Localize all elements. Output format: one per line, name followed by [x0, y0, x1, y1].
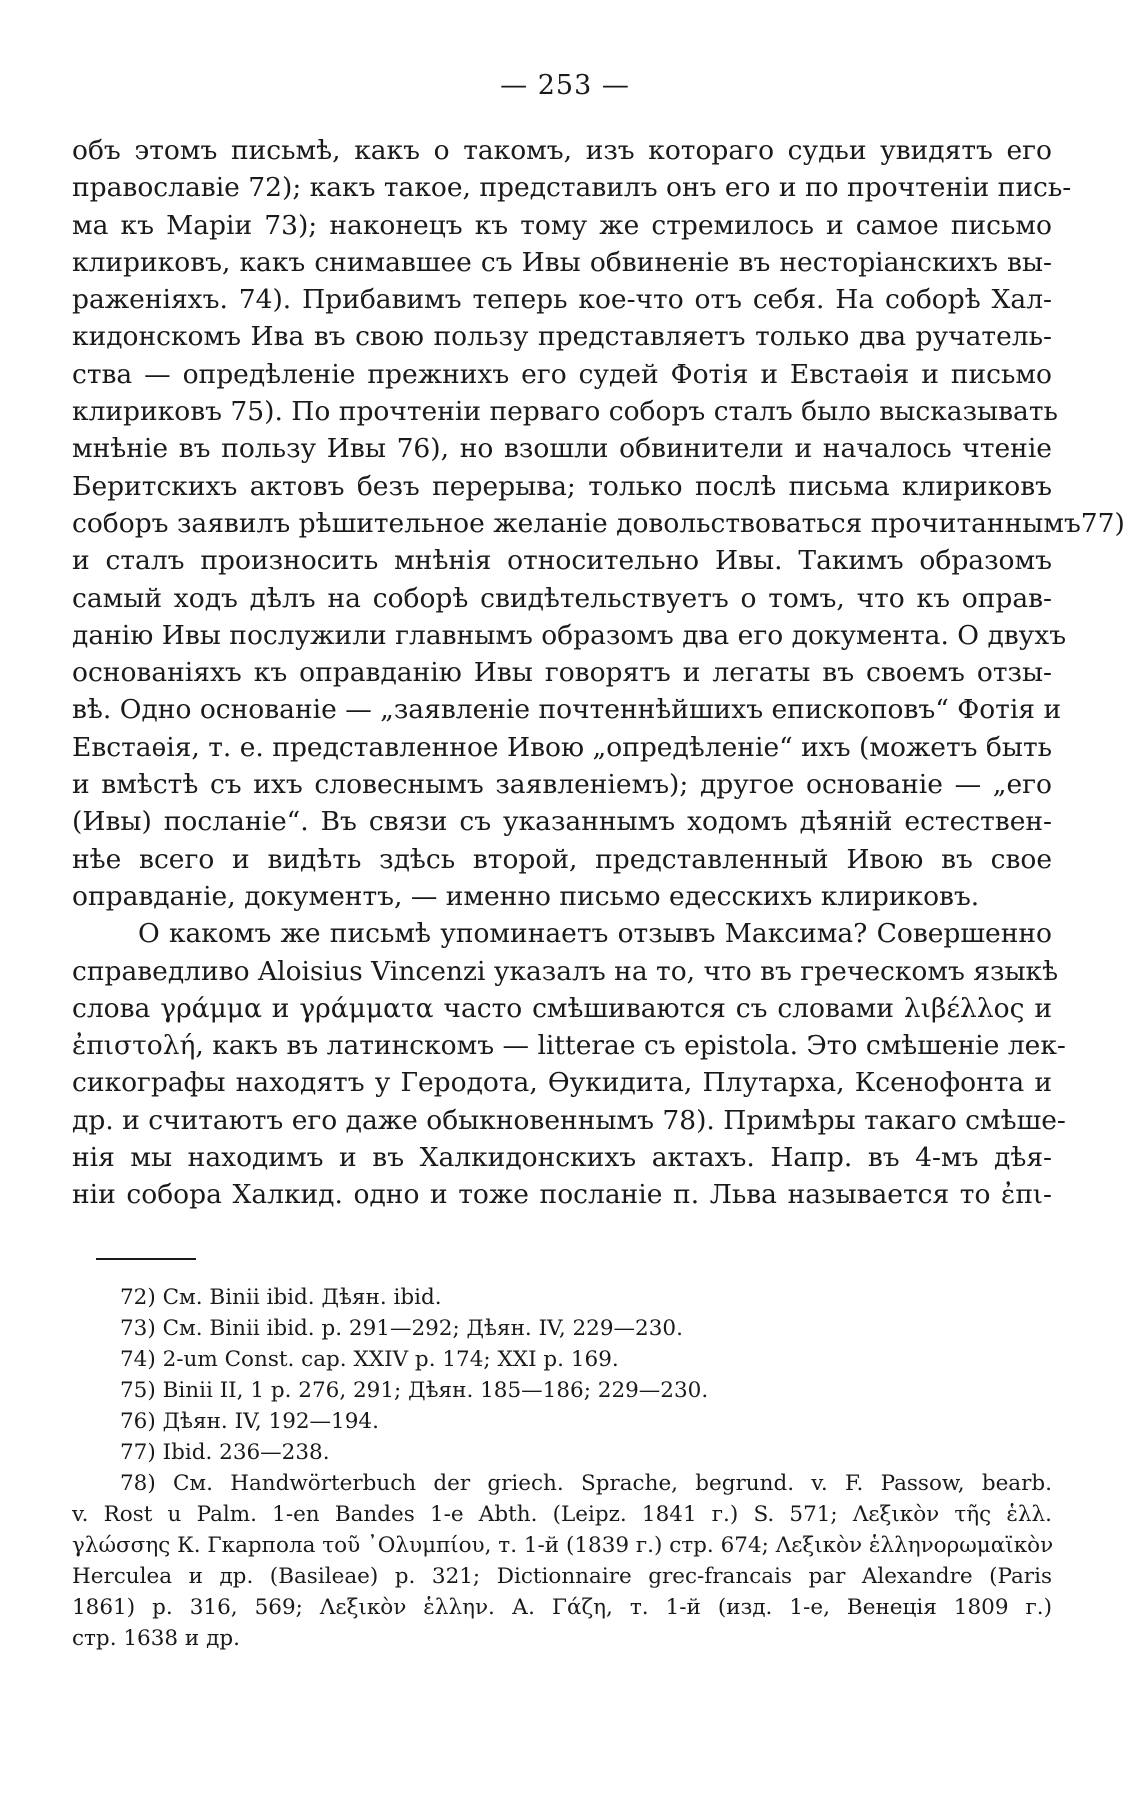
text-line: соборъ заявилъ рѣшительное желаніе довольствоваться прочитаннымъ77) [72, 507, 1125, 539]
footnote-line: 74) 2-um Const. cap. XXIV p. 174; XXI p. 169. [120, 1347, 619, 1372]
text-line: справедливо Aloisius Vincenzi указалъ на то, что въ греческомъ языкѣ [72, 955, 1059, 987]
text-line: данію Ивы послужили главнымъ образомъ два его документа. О двухъ [72, 619, 1067, 651]
footnote-line: стр. 1638 и др. [72, 1626, 240, 1651]
footnote-line: Herculea и др. (Basileae) p. 321; Dictionnaire grec-francais par Alexandre (Paris [72, 1564, 1052, 1589]
text-line: О какомъ же письмѣ упоминаетъ отзывъ Максима? Совершенно [138, 918, 1052, 950]
text-line: оправданіе, документъ, — именно письмо едесскихъ клириковъ. [72, 880, 980, 912]
text-line: Беритскихъ актовъ безъ перерыва; только послѣ письма клириковъ [72, 470, 1052, 502]
footnote-line: 76) Дѣян. IV, 192—194. [120, 1409, 379, 1434]
footnote-line: γλώσσης К. Гкарпола τοῦ ᾿Ολυμπίου, т. 1-й (1839 г.) стр. 674; Λεξικὸν ἑλληνορωμαϊκὸν [72, 1533, 1054, 1558]
text-line: нія мы находимъ и въ Халкидонскихъ актахъ. Напр. въ 4-мъ дѣя- [72, 1142, 1052, 1174]
text-line: и сталъ произносить мнѣнія относительно Ивы. Такимъ образомъ [72, 545, 1052, 577]
text-line: ства — опредѣленіе прежнихъ его судей Фотія и Евстаѳія и письмо [72, 358, 1052, 390]
footnote-line: 1861) p. 316, 569; Λεξικὸν ἑλλην. А. Γάζη, т. 1-й (изд. 1-е, Венеція 1809 г.) [72, 1595, 1052, 1620]
footnote-line: 77) Ibid. 236—238. [120, 1440, 330, 1465]
text-line: нѣе всего и видѣть здѣсь второй, представленный Ивою въ свое [72, 843, 1052, 875]
text-line: клириковъ, какъ снимавшее съ Ивы обвиненіе въ несторіанскихъ вы- [72, 246, 1052, 278]
footnote-line: 72) См. Binii ibid. Дѣян. ibid. [120, 1285, 442, 1310]
text-line: основаніяхъ къ оправданію Ивы говорятъ и легаты въ своемъ отзы- [72, 657, 1052, 689]
text-line: объ этомъ письмѣ, какъ о такомъ, изъ котораго судьи увидятъ его [72, 135, 1052, 166]
main-text [72, 132, 1125, 1214]
footnote-line: 78) См. Handwörterbuch der griech. Sprache, begrund. v. F. Passow, bearb. [120, 1471, 1052, 1496]
text-line: Евстаѳія, т. е. представленное Ивою „опредѣленіе“ ихъ (можетъ быть [72, 731, 1053, 763]
text-line: и вмѣстѣ съ ихъ словеснымъ заявленіемъ); другое основаніе — „его [72, 769, 1052, 801]
text-line: ніи собора Халкид. одно и тоже посланіе п. Льва называется то ἐπι- [72, 1179, 1052, 1211]
text-line: кидонскомъ Ива въ свою пользу представляетъ только два ручатель- [72, 321, 1052, 353]
text-line: раженіяхъ. 74). Прибавимъ теперь кое-что отъ себя. На соборѣ Хал- [72, 284, 1052, 316]
footnote-line: v. Rost u Palm. 1-en Bandes 1-e Abth. (Leipz. 1841 г.) S. 571; Λεξικὸν τῆς ἑλλ. [72, 1502, 1052, 1527]
text-line: ма къ Маріи 73); наконецъ къ тому же стремилось и самое письмо [72, 209, 1052, 241]
text-line: мнѣніе въ пользу Ивы 76), но взошли обвинители и началось чтеніе [72, 433, 1052, 465]
footnotes [72, 1282, 1052, 1654]
text-line: самый ходъ дѣлъ на соборѣ свидѣтельствуетъ о томъ, что къ оправ- [72, 582, 1052, 614]
text-line: вѣ. Одно основаніе — „заявленіе почтеннѣйшихъ епископовъ“ Фотія и [72, 694, 1062, 726]
text-line: слова γράμμα и γράμματα часто смѣшиваются съ словами λιβέλλος и [72, 992, 1052, 1024]
text-line: сикографы находятъ у Геродота, Ѳукидита, Плутарха, Ксенофонта и [72, 1067, 1052, 1099]
text-line: др. и считаютъ его даже обыкновеннымъ 78). Примѣры такаго смѣше- [72, 1104, 1066, 1136]
text-line: православіе 72); какъ такое, представилъ онъ его и по прочтеніи пись- [72, 172, 1072, 204]
footnote-line: 73) См. Binii ibid. p. 291—292; Дѣян. IV, 229—230. [120, 1316, 683, 1341]
text-line: клириковъ 75). По прочтеніи перваго соборъ сталъ было высказывать [72, 396, 1058, 428]
footnote-line: 75) Binii II, 1 p. 276, 291; Дѣян. 185—186; 229—230. [120, 1378, 709, 1403]
page-number: — 253 — [500, 70, 630, 101]
text-line: ἐπιστολή, какъ въ латинскомъ — litterae съ epistola. Это смѣшеніе лек- [72, 1030, 1066, 1062]
footnote-divider [96, 1258, 196, 1260]
text-line: (Ивы) посланіе“. Въ связи съ указаннымъ ходомъ дѣяній естествен- [72, 806, 1052, 838]
